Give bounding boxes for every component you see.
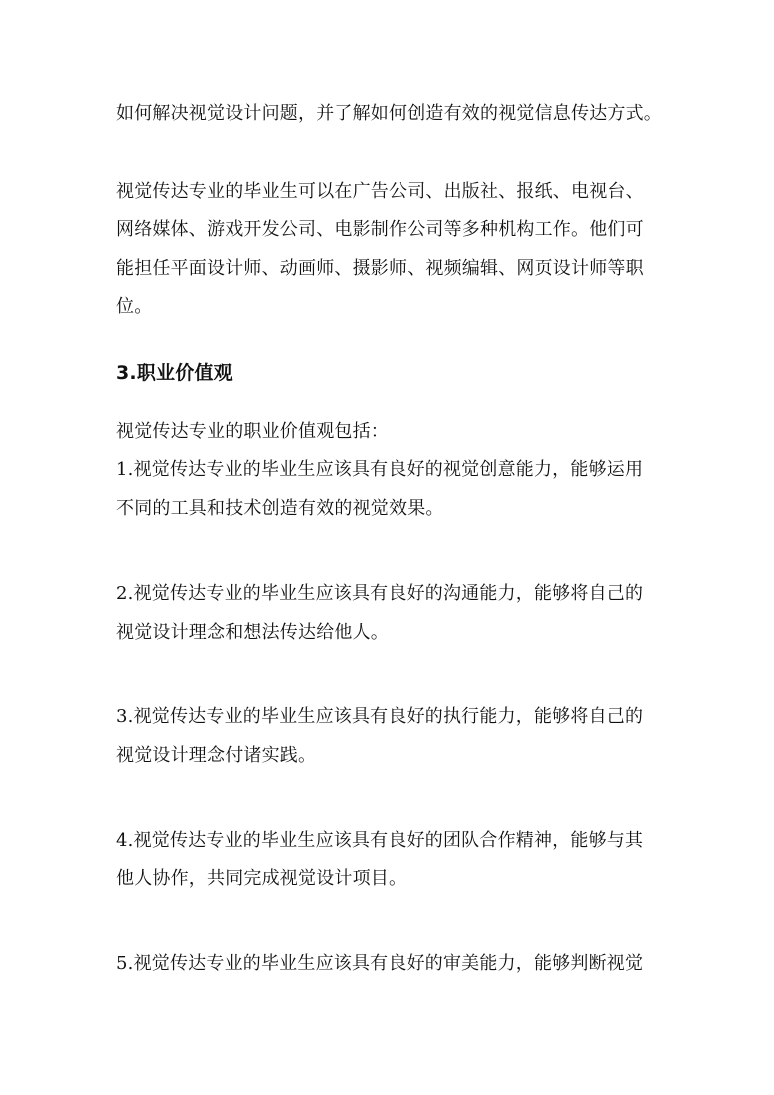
careers-paragraph-line-3: 能担任平面设计师、动画师、摄影师、视频编辑、网页设计师等职 [116, 258, 644, 279]
intro-tail-paragraph: 如何解决视觉设计问题，并了解如何创造有效的视觉信息传达方式。 [116, 103, 662, 124]
section-intro: 视觉传达专业的职业价值观包括： [116, 421, 389, 442]
list-item-1-line-2: 不同的工具和技术创造有效的视觉效果。 [116, 498, 444, 519]
careers-paragraph-line-2: 网络媒体、游戏开发公司、电影制作公司等多种机构工作。他们可 [116, 219, 644, 240]
list-item-1-line-1: 1.视觉传达专业的毕业生应该具有良好的视觉创意能力，能够运用 [116, 459, 644, 480]
careers-paragraph-line-1: 视觉传达专业的毕业生可以在广告公司、出版社、报纸、电视台、 [116, 181, 644, 202]
list-item-3-line-1: 3.视觉传达专业的毕业生应该具有良好的执行能力，能够将自己的 [116, 706, 644, 727]
list-item-3-line-2: 视觉设计理念付诸实践。 [116, 745, 317, 766]
careers-paragraph-line-4: 位。 [116, 296, 153, 317]
list-item-4-line-1: 4.视觉传达专业的毕业生应该具有良好的团队合作精神，能够与其 [116, 830, 644, 851]
list-item-5-line-1: 5.视觉传达专业的毕业生应该具有良好的审美能力，能够判断视觉 [116, 953, 644, 974]
list-item-4-line-2: 他人协作，共同完成视觉设计项目。 [116, 868, 408, 889]
list-item-2-line-2: 视觉设计理念和想法传达给他人。 [116, 622, 389, 643]
section-heading: 3.职业价值观 [116, 362, 233, 384]
list-item-2-line-1: 2.视觉传达专业的毕业生应该具有良好的沟通能力，能够将自己的 [116, 583, 644, 604]
